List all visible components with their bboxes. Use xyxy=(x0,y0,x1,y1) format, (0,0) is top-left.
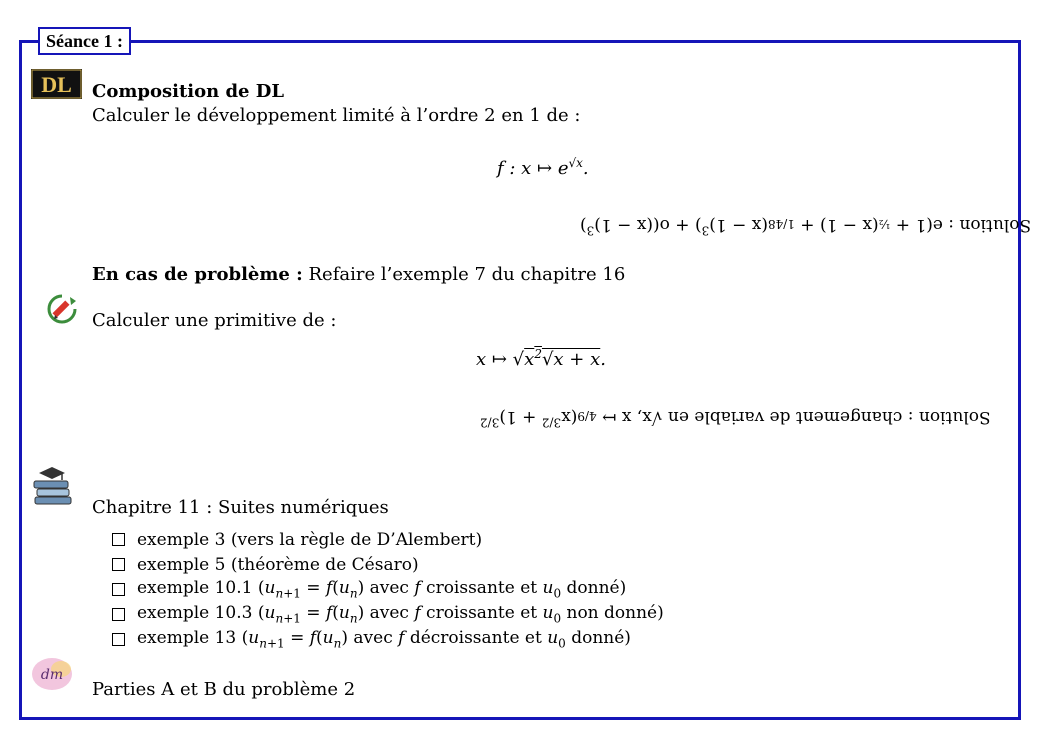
chapter-title: Chapitre 11 : Suites numériques xyxy=(92,497,389,518)
problem-note xyxy=(92,264,625,286)
checkbox[interactable] xyxy=(112,558,125,571)
checkbox[interactable] xyxy=(112,608,125,621)
pencil-refresh-icon xyxy=(46,293,78,325)
checkbox[interactable] xyxy=(112,633,125,646)
svg-text:DL: DL xyxy=(41,72,72,97)
checklist-item xyxy=(112,527,664,552)
dm-badge-text: dm xyxy=(40,667,64,683)
checklist-item-label: exemple 10.1 ($u_{n+1} = f(u_n)$ avec f croissante et $u_0$ donné) xyxy=(137,578,627,601)
exercise-statement: Calculer le développement limité à l’ordre 2 en 1 de : xyxy=(92,105,581,126)
exercise-heading: Composition de DL xyxy=(92,81,285,102)
checklist-item xyxy=(112,602,664,627)
checklist-item xyxy=(112,627,664,652)
primitive-statement: Calculer une primitive de : xyxy=(92,310,337,331)
dl-logo-icon xyxy=(31,69,82,99)
example-checklist xyxy=(112,527,664,652)
checklist-item xyxy=(112,577,664,602)
books-icon xyxy=(31,463,73,507)
checklist-item-label: exemple 5 (théorème de Césaro) xyxy=(137,554,419,575)
problem-note-text: Refaire l’exemple 7 du chapitre 16 xyxy=(308,264,626,285)
checkbox[interactable] xyxy=(112,533,125,546)
session-title: Séance 1 : xyxy=(38,27,131,55)
exercise-solution: Solution : e(1 + ½(x − $1) + 1/48(x - 1)^3) + o((x - 1)^3)$ xyxy=(580,215,1032,238)
primitive-solution: Solution : changement de variable en √x, x ↦ $4/9(x^{3/2} + 1)^{3/2}$ xyxy=(480,407,991,430)
checklist-item xyxy=(112,552,664,577)
checkbox[interactable] xyxy=(112,583,125,596)
dm-badge-icon xyxy=(25,653,80,695)
checklist-item-label: exemple 3 (vers la règle de D’Alembert) xyxy=(137,529,483,550)
problem-note-label: En cas de problème : xyxy=(92,264,303,285)
exercise-formula: f : x ↦ $e^{√x}$. xyxy=(497,156,589,179)
checklist-item-label: exemple 13 ($u_{n+1} = f(u_n)$ avec f décroissante et $u_0$ donné) xyxy=(137,628,631,651)
homework-text: Parties A et B du problème 2 xyxy=(92,679,356,700)
primitive-formula: x ↦ $√x^2√x + x$. xyxy=(476,347,606,370)
checklist-item-label: exemple 10.3 ($u_{n+1} = f(u_n)$ avec f croissante et $u_0$ non donné) xyxy=(137,603,664,626)
